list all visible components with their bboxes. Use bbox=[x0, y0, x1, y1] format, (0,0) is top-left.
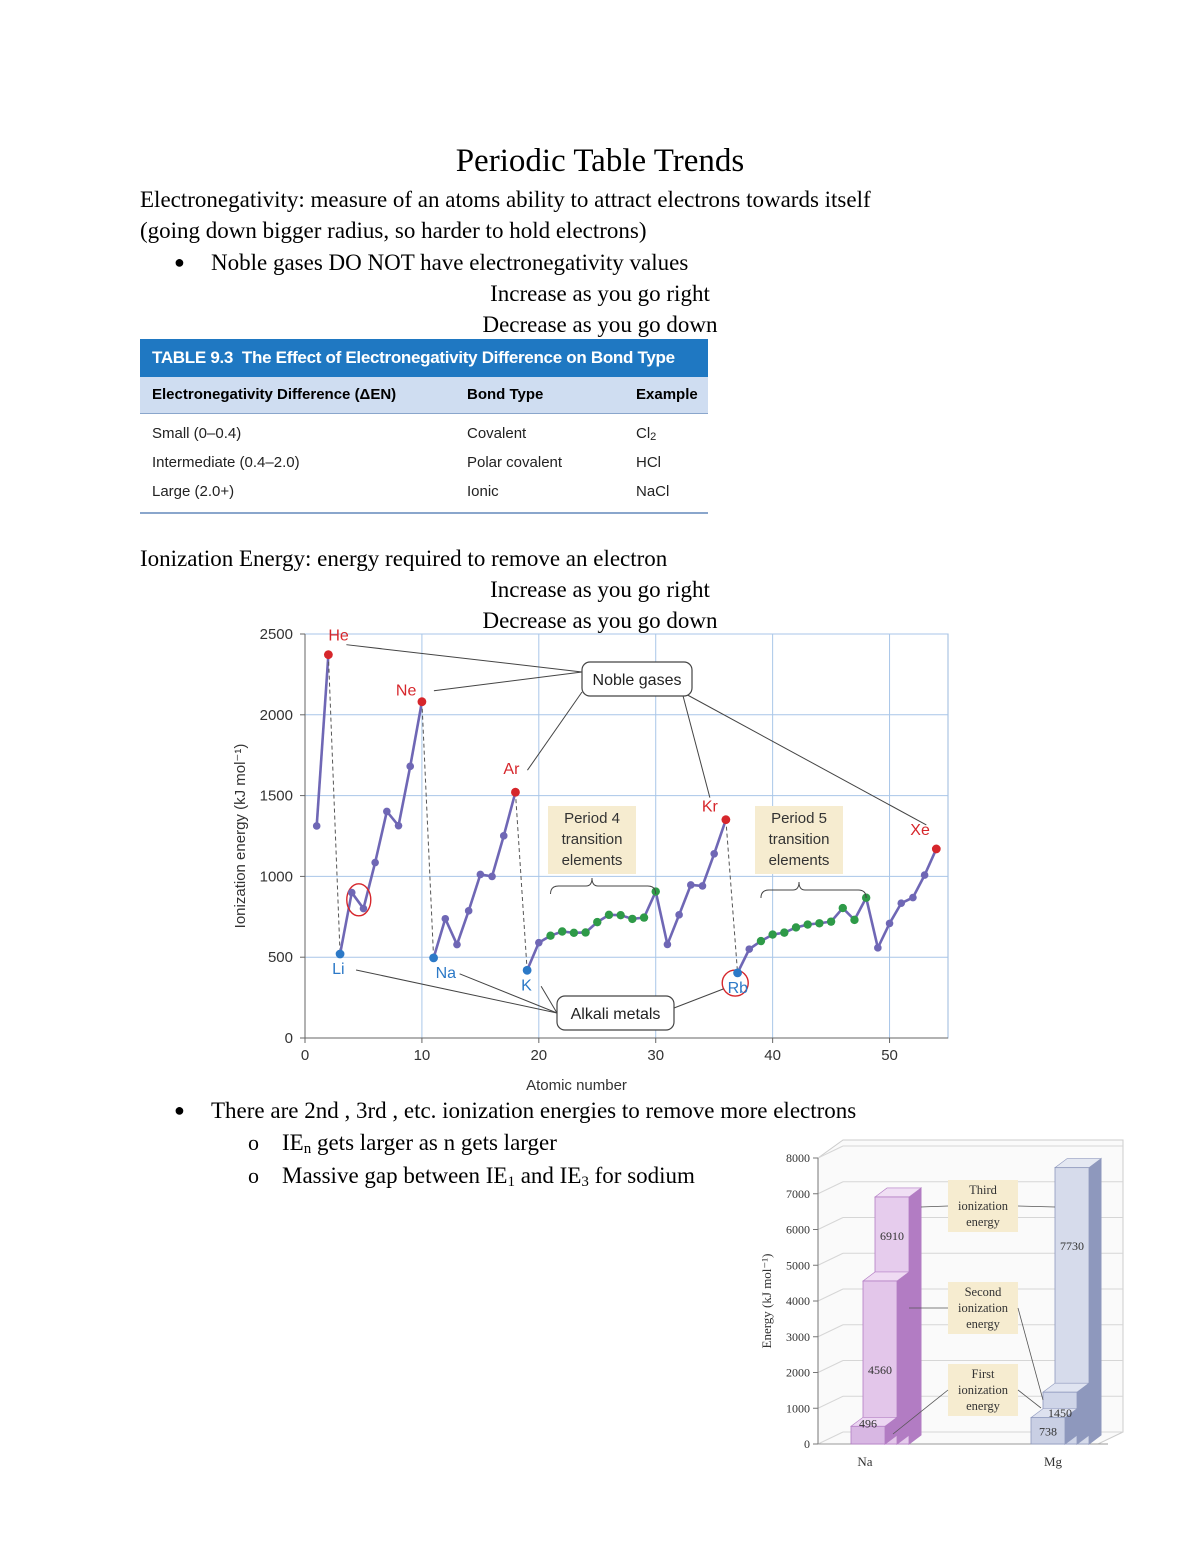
data-point bbox=[616, 911, 624, 919]
electronegativity-definition: Electronegativity: measure of an atoms ability to attract electrons towards itself bbox=[140, 187, 871, 212]
callout-label: Alkali metals bbox=[570, 1006, 661, 1023]
data-point bbox=[488, 873, 496, 881]
y-tick-label: 8000 bbox=[786, 1151, 810, 1165]
y-axis-label: Ionization energy (kJ mol⁻¹) bbox=[232, 743, 249, 929]
data-point bbox=[360, 905, 368, 913]
legend-label-text: Third bbox=[969, 1183, 997, 1197]
legend-label-text: Second bbox=[964, 1285, 1002, 1299]
electronegativity-bullet: Noble gases DO NOT have electronegativity values bbox=[211, 250, 689, 275]
data-point bbox=[886, 920, 894, 928]
legend-label-text: First bbox=[971, 1367, 995, 1381]
data-point bbox=[383, 808, 391, 816]
callout-label: Noble gases bbox=[592, 672, 682, 689]
data-point bbox=[371, 859, 379, 867]
data-point bbox=[721, 815, 730, 824]
y-tick-label: 1000 bbox=[259, 868, 293, 886]
sub-bullet-icon: o bbox=[248, 1163, 259, 1188]
y-axis-label: Energy (kJ mol⁻¹) bbox=[759, 1253, 774, 1349]
data-point bbox=[406, 763, 414, 771]
data-label: 496 bbox=[859, 1416, 877, 1431]
x-tick-label: 0 bbox=[300, 1047, 310, 1064]
data-point bbox=[535, 939, 543, 947]
data-point bbox=[839, 904, 847, 912]
data-point bbox=[733, 968, 742, 977]
data-point bbox=[324, 650, 333, 659]
period-label-text: elements bbox=[768, 852, 830, 869]
y-tick-label: 3000 bbox=[786, 1329, 810, 1344]
en-trend-right: Increase as you go right bbox=[490, 281, 710, 306]
ie-sub-bullet-2: Massive gap between $IE_1$ and $IE_3$ for sodium bbox=[282, 1163, 695, 1190]
ionization-definition: Ionization Energy: energy required to remove an electron bbox=[140, 546, 668, 571]
table-cell: NaCl bbox=[636, 483, 670, 500]
data-point bbox=[500, 832, 508, 840]
y-tick-label: 4000 bbox=[786, 1294, 810, 1308]
element-label: Na bbox=[435, 964, 457, 982]
ionization-bullet: There are 2nd , 3rd , etc. ionization energies to remove more electrons bbox=[211, 1098, 857, 1123]
data-label: 1450 bbox=[1048, 1406, 1072, 1421]
element-label: Li bbox=[332, 960, 345, 978]
y-tick-label: 1000 bbox=[786, 1401, 810, 1416]
y-tick-label: 2500 bbox=[259, 626, 293, 643]
data-point bbox=[465, 907, 473, 915]
data-point bbox=[909, 894, 917, 902]
data-point bbox=[768, 930, 776, 938]
category-label: Mg bbox=[1043, 1454, 1063, 1469]
table-cell: Intermediate (0.4–2.0) bbox=[152, 454, 300, 471]
bar-side bbox=[909, 1188, 921, 1444]
table-label: TABLE 9.3 bbox=[152, 348, 234, 367]
data-point bbox=[664, 941, 672, 949]
ie-trend-down: Decrease as you go down bbox=[482, 608, 718, 633]
column-header: Example bbox=[636, 386, 698, 403]
data-point bbox=[804, 920, 812, 928]
data-point bbox=[850, 916, 858, 924]
data-point bbox=[827, 917, 835, 925]
data-point bbox=[932, 845, 941, 854]
x-axis-label: Atomic number bbox=[526, 1077, 627, 1094]
bullet-icon: ● bbox=[174, 252, 185, 272]
data-point bbox=[921, 871, 929, 879]
page-title: Periodic Table Trends bbox=[455, 143, 745, 179]
element-label: He bbox=[328, 627, 349, 645]
period-label-text: transition bbox=[561, 831, 623, 848]
legend-label-text: energy bbox=[966, 1399, 1000, 1413]
data-point bbox=[558, 927, 566, 935]
electronegativity-explanation: (going down bigger radius, so harder to hold electrons) bbox=[140, 218, 647, 243]
data-point bbox=[699, 882, 707, 890]
data-point bbox=[745, 945, 753, 953]
data-point bbox=[313, 822, 321, 830]
element-label: Xe bbox=[910, 821, 930, 839]
data-point bbox=[874, 944, 882, 952]
sub-bullet-icon: o bbox=[248, 1130, 259, 1155]
data-point bbox=[605, 911, 613, 919]
bullet-icon: ● bbox=[174, 1100, 185, 1120]
bond-type-table bbox=[140, 339, 708, 514]
element-label: K bbox=[521, 977, 532, 995]
period-label-text: transition bbox=[768, 831, 830, 848]
y-tick-label: 7000 bbox=[786, 1186, 810, 1201]
table-cell: $Cl_2$ bbox=[636, 425, 657, 443]
en-trend-down: Decrease as you go down bbox=[482, 312, 718, 337]
x-tick-label: 10 bbox=[413, 1047, 431, 1064]
data-label: 738 bbox=[1039, 1424, 1057, 1439]
table-row bbox=[140, 477, 708, 506]
data-point bbox=[640, 913, 648, 921]
data-point bbox=[675, 911, 683, 919]
table-bottom-rule bbox=[140, 506, 708, 514]
bar-side bbox=[1089, 1159, 1101, 1444]
data-point bbox=[429, 953, 438, 962]
data-label: 4560 bbox=[868, 1362, 892, 1377]
data-point bbox=[757, 937, 765, 945]
period-label-text: Period 4 bbox=[564, 810, 620, 827]
y-tick-label: 1500 bbox=[259, 787, 293, 805]
legend-label-text: energy bbox=[966, 1215, 1000, 1229]
data-point bbox=[546, 932, 554, 940]
bar-side bbox=[897, 1272, 909, 1444]
data-point bbox=[477, 871, 485, 879]
table-title: The Effect of Electronegativity Difference on Bond Type bbox=[241, 348, 675, 367]
data-point bbox=[780, 928, 788, 936]
table-cell: Covalent bbox=[467, 425, 527, 442]
data-point bbox=[710, 850, 718, 858]
legend-label-text: ionization bbox=[958, 1383, 1008, 1397]
ionization-energy-chart bbox=[228, 626, 952, 1096]
y-tick-label: 2000 bbox=[259, 706, 293, 724]
data-point bbox=[523, 966, 532, 975]
element-label: Ne bbox=[395, 682, 417, 700]
y-tick-label: 5000 bbox=[786, 1258, 810, 1273]
data-point bbox=[453, 941, 461, 949]
data-point bbox=[336, 950, 345, 959]
data-point bbox=[792, 923, 800, 931]
y-tick-label: 0 bbox=[284, 1030, 293, 1047]
period-label-text: elements bbox=[561, 852, 623, 869]
table-row bbox=[140, 419, 708, 448]
element-label: Rb bbox=[727, 979, 749, 997]
data-point bbox=[570, 929, 578, 937]
legend-label-text: energy bbox=[966, 1317, 1000, 1331]
x-tick-label: 20 bbox=[530, 1047, 548, 1064]
data-label: 6910 bbox=[880, 1228, 904, 1243]
data-point bbox=[815, 919, 823, 927]
period-label-text: Period 5 bbox=[771, 810, 827, 827]
successive-ionization-chart bbox=[755, 1138, 1127, 1476]
y-tick-label: 6000 bbox=[786, 1222, 810, 1237]
x-tick-label: 50 bbox=[881, 1047, 898, 1064]
table-cell: HCl bbox=[636, 454, 661, 471]
table-row bbox=[140, 448, 708, 477]
ie-sub-bullet-1: $IE_n$ gets larger as n gets larger bbox=[282, 1130, 557, 1157]
data-point bbox=[348, 889, 356, 897]
table-cell: Large (2.0+) bbox=[152, 483, 235, 500]
column-header: Bond Type bbox=[467, 386, 544, 403]
x-tick-label: 40 bbox=[764, 1047, 781, 1064]
data-point bbox=[581, 928, 589, 936]
x-tick-label: 30 bbox=[647, 1047, 665, 1064]
table-header-row bbox=[140, 377, 708, 414]
data-point bbox=[441, 915, 449, 923]
table-caption bbox=[140, 339, 708, 377]
y-tick-label: 2000 bbox=[786, 1365, 810, 1380]
data-point bbox=[511, 788, 520, 797]
data-point bbox=[395, 822, 403, 830]
data-point bbox=[418, 697, 427, 706]
element-label: Ar bbox=[503, 761, 520, 779]
data-point bbox=[897, 899, 905, 907]
column-header: Electronegativity Difference (ΔEN) bbox=[152, 386, 397, 403]
data-label: 7730 bbox=[1060, 1238, 1084, 1253]
table-cell: Polar covalent bbox=[467, 454, 563, 471]
table-cell: Small (0–0.4) bbox=[152, 425, 242, 442]
category-label: Na bbox=[857, 1454, 873, 1469]
y-tick-label: 0 bbox=[804, 1437, 810, 1451]
data-point bbox=[628, 915, 636, 923]
ie-trend-right: Increase as you go right bbox=[490, 577, 710, 602]
table-cell: Ionic bbox=[467, 483, 499, 500]
y-tick-label: 500 bbox=[267, 949, 293, 967]
legend-label-text: ionization bbox=[958, 1199, 1008, 1213]
data-point bbox=[593, 918, 601, 926]
element-label: Kr bbox=[701, 798, 718, 816]
legend-label-text: ionization bbox=[958, 1301, 1008, 1315]
bar-side bbox=[1077, 1383, 1089, 1444]
data-point bbox=[687, 881, 695, 889]
